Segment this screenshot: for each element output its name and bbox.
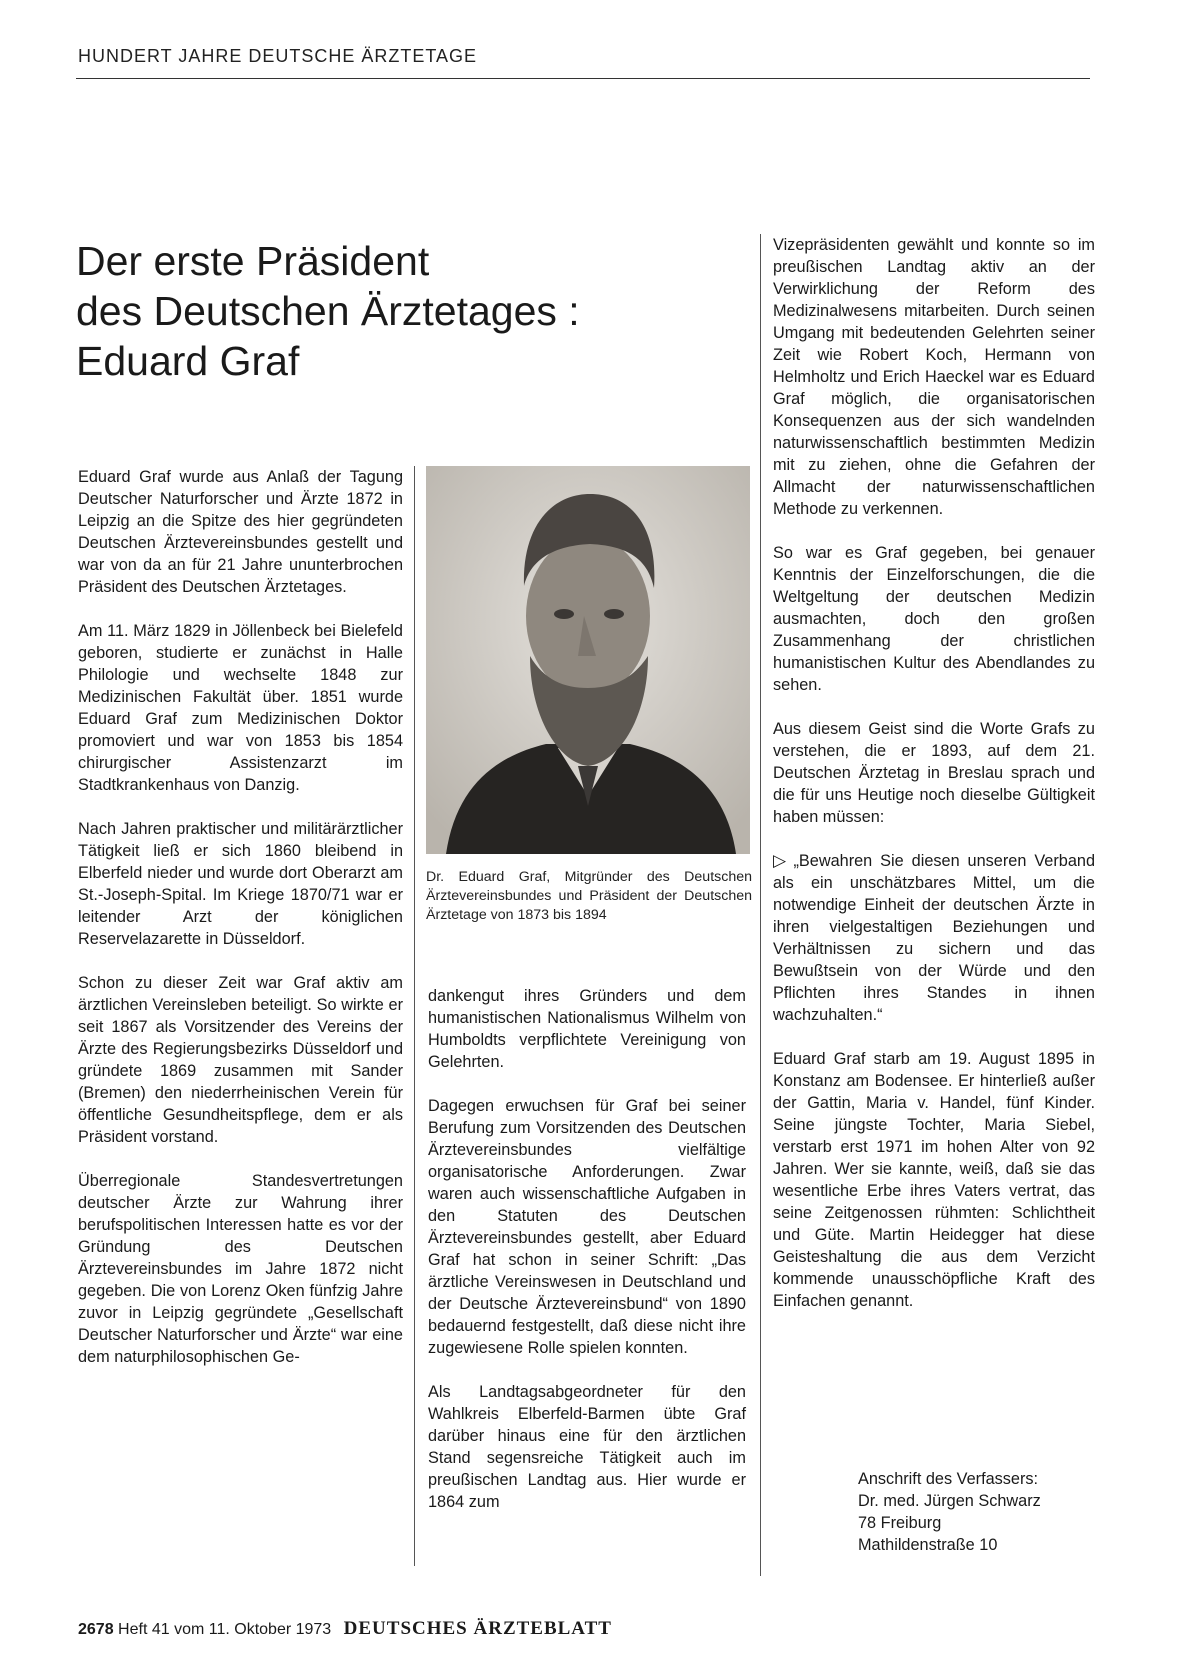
paragraph: Nach Jahren praktischer und militärärztlicher Tätigkeit ließ er sich 1860 bleibend in Elberfeld nieder und wurde dort Oberarzt am St.-Joseph-Spital. Im Kriege 1870/71 war er leitender Arzt der königlichen Reservelazarette in Düsseldorf. bbox=[78, 820, 403, 948]
paragraph: Aus diesem Geist sind die Worte Grafs zu verstehen, die er 1893, auf dem 21. Deutschen Ärztetag in Breslau sprach und die für uns Heutige noch dieselbe Gültigkeit haben müssen: bbox=[773, 720, 1095, 826]
text-column-2 bbox=[428, 985, 746, 1535]
article-title bbox=[76, 236, 656, 386]
paragraph: dankengut ihres Gründers und dem humanistischen Nationalismus Wilhelm von Humboldts verpflichtete Vereinigung von Gelehrten. bbox=[428, 987, 746, 1071]
paragraph: So war es Graf gegeben, bei genauer Kenntnis der Einzelforschungen, die die Weltgeltung der deutschen Medizin ausmachten, doch den großen Zusammenhang der christlichen humanistischen Kultur des Abendlandes zu sehen. bbox=[773, 544, 1095, 694]
author-address bbox=[858, 1468, 1098, 1556]
paragraph: Am 11. März 1829 in Jöllenbeck bei Bielefeld geboren, studierte er zunächst in Halle Philologie und wechselte 1848 zur Medizinischen Fakultät über. 1851 wurde Eduard Graf zum Medizinischen Doktor promoviert und war von 1853 bis 1854 chirurgischer Assistenzarzt im Stadtkrankenhaus von Danzig. bbox=[78, 622, 403, 794]
issue-info: Heft 41 vom 11. Oktober 1973 bbox=[118, 1621, 332, 1638]
header-rule bbox=[76, 78, 1090, 79]
title-line-1: Der erste Präsident bbox=[76, 238, 430, 284]
quote-paragraph bbox=[773, 850, 1095, 1026]
address-line: Mathildenstraße 10 bbox=[858, 1536, 998, 1554]
quote-text: „Bewahren Sie diesen unseren Verband als ein unschätzbares Mittel, um die notwendige Einheit der deutschen Ärzte in ihren vielgestaltigen Beziehungen und Verhältnissen zu sichern und das Bewußtsein von der Würde und den Pflichten ihres Standes in ihnen wachzuhalten.“ bbox=[773, 852, 1095, 1024]
column-divider bbox=[414, 466, 415, 1566]
column-divider bbox=[760, 234, 761, 1576]
running-head: HUNDERT JAHRE DEUTSCHE ÄRZTETAGE bbox=[78, 46, 478, 66]
paragraph: Eduard Graf wurde aus Anlaß der Tagung Deutscher Naturforscher und Ärzte 1872 in Leipzig an die Spitze des hier gegründeten Deutschen Ärztevereinsbundes gestellt und war von da an für 21 Jahre ununterbrochen Präsident des Deutschen Ärztetages. bbox=[78, 468, 403, 596]
title-line-3: Eduard Graf bbox=[76, 338, 300, 384]
page-footer bbox=[78, 1618, 612, 1640]
paragraph: Dagegen erwuchsen für Graf bei seiner Berufung zum Vorsitzenden des Deutschen Ärztevereinsbundes vielfältige organisatorische Anforderungen. Zwar waren auch wissenschaftliche Aufgaben in den Statuten des Deutschen Ärztevereinsbundes gestellt, aber Eduard Graf hat schon in seiner Schrift: „Das ärztliche Vereinswesen in Deutschland und der Deutsche Ärztevereinsbund“ von 1890 bedauernd festgestellt, daß diese nicht ihre zugewiesene Rolle spielen konnten. bbox=[428, 1097, 746, 1357]
triangle-marker-icon: ▷ bbox=[773, 851, 790, 870]
portrait-photo bbox=[426, 466, 750, 854]
paragraph: Vizepräsidenten gewählt und konnte so im preußischen Landtag aktiv an der Verwirklichung der Reform des Medizinalwesens mitarbeiten. Durch seinen Umgang mit bedeutenden Gelehrten seiner Zeit wie Robert Koch, Hermann von Helmholtz und Erich Haeckel war es Eduard Graf möglich, die organisatorischen Konsequenzen aus der sich wandelnden naturwissenschaftlich bestimmten Medizin mit zu ziehen, ohne die Gefahren der Allmacht der naturwissenschaftlichen Methode zu verkennen. bbox=[773, 236, 1095, 518]
paragraph: Schon zu dieser Zeit war Graf aktiv am ärztlichen Vereinsleben beteiligt. So wirkte er seit 1867 als Vorsitzender des Vereins der Ärzte des Regierungsbezirks Düsseldorf und gründete 1869 zusammen mit Sander (Bremen) den niederrheinischen Verein für öffentliche Gesundheitspflege, dem er als Präsident vorstand. bbox=[78, 974, 403, 1146]
page-number: 2678 bbox=[78, 1621, 114, 1638]
text-column-1 bbox=[78, 466, 403, 1390]
photo-caption: Dr. Eduard Graf, Mitgründer des Deutschen Ärztevereinsbundes und Präsident der Deutschen Ärztetage von 1873 bis 1894 bbox=[426, 869, 752, 923]
address-line: Dr. med. Jürgen Schwarz bbox=[858, 1492, 1041, 1510]
paragraph: Überregionale Standesvertretungen deutscher Ärzte zur Wahrung ihrer berufspolitischen Interessen hatte es vor der Gründung des Deutschen Ärztevereinsbundes im Jahre 1872 nicht gegeben. Die von Lorenz Oken fünfzig Jahre zuvor in Leipzig gegründete „Gesellschaft Deutscher Naturforscher und Ärzte“ war eine dem naturphilosophischen Ge- bbox=[78, 1172, 403, 1366]
text-column-3 bbox=[773, 234, 1095, 1334]
journal-name: DEUTSCHES ÄRZTEBLATT bbox=[343, 1618, 612, 1639]
address-line: Anschrift des Verfassers: bbox=[858, 1470, 1039, 1488]
address-line: 78 Freiburg bbox=[858, 1514, 942, 1532]
paragraph: Als Landtagsabgeordneter für den Wahlkreis Elberfeld-Barmen übte Graf darüber hinaus eine für den ärztlichen Stand segensreiche Tätigkeit auch im preußischen Landtag aus. Hier wurde er 1864 zum bbox=[428, 1383, 746, 1511]
portrait-illustration bbox=[426, 466, 750, 854]
title-line-2: des Deutschen Ärztetages : bbox=[76, 288, 580, 334]
paragraph: Eduard Graf starb am 19. August 1895 in Konstanz am Bodensee. Er hinterließ außer der Gattin, Maria v. Handel, fünf Kinder. Seine jüngste Tochter, Maria Siebel, verstarb erst 1971 im hohen Alter von 92 Jahren. Wer sie kannte, weiß, daß sie das wesentliche Erbe ihres Vaters vertrat, das seine Zeitgenossen rühmten: Schlichtheit und Güte. Martin Heidegger hat diese Geisteshaltung die aus dem Verzicht kommende unausschöpfliche Kraft des Einfachen genannt. bbox=[773, 1050, 1095, 1310]
